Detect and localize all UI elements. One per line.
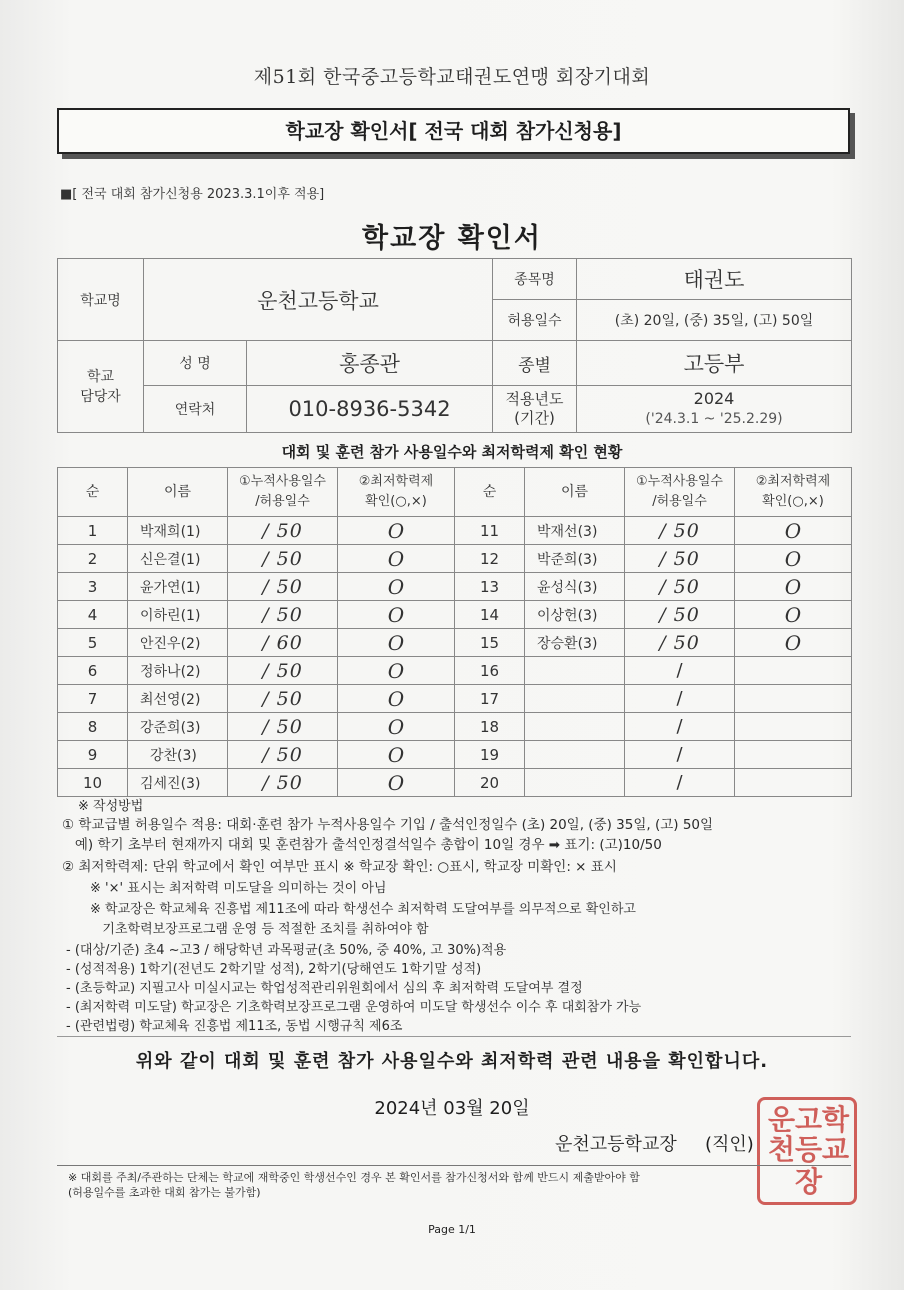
divider — [57, 1036, 851, 1037]
row-check: O — [735, 573, 852, 601]
table-row — [58, 517, 852, 545]
page-number: Page 1/1 — [428, 1223, 476, 1236]
instruction-line: ① 학교급별 허용일수 적용: 대회·훈련 참가 누적사용일수 기입 / 출석인정일수 (초) 20일, (중) 35일, (고) 50일 — [62, 817, 714, 833]
table-row — [58, 629, 852, 657]
row-no: 19 — [455, 741, 525, 769]
year-value: 2024 — [693, 389, 735, 408]
row-name: 정하나(2) — [128, 657, 228, 685]
row-check — [735, 685, 852, 713]
event-value: 태권도 — [577, 259, 852, 300]
row-no: 2 — [58, 545, 128, 573]
row-name: 박재선(3) — [525, 517, 625, 545]
records-table — [57, 467, 852, 797]
contact-label: 연락처 — [144, 386, 247, 433]
table-row — [58, 545, 852, 573]
row-no: 20 — [455, 769, 525, 797]
row-check — [735, 741, 852, 769]
row-no: 15 — [455, 629, 525, 657]
row-no: 18 — [455, 713, 525, 741]
principal-name: 운천고등학교장 — [555, 1134, 677, 1155]
row-days: / 50 — [228, 657, 338, 685]
row-check: O — [338, 769, 455, 797]
row-days: / 60 — [228, 629, 338, 657]
table-row — [58, 573, 852, 601]
row-name — [525, 769, 625, 797]
row-check: O — [338, 741, 455, 769]
seal-char: 운 — [768, 1103, 796, 1136]
row-days: / 50 — [625, 601, 735, 629]
header-days-line1: ①누적사용일수 — [238, 474, 326, 489]
form-banner: 학교장 확인서[ 전국 대회 참가신청용] — [57, 108, 850, 154]
official-seal — [757, 1097, 857, 1205]
row-name: 윤성식(3) — [525, 573, 625, 601]
instruction-line: - (초등학교) 지필고사 미실시교는 학업성적관리위원회에서 심의 후 최저학력 도달여부 결정 — [66, 981, 583, 996]
row-check: O — [338, 685, 455, 713]
table-row — [58, 741, 852, 769]
row-no: 14 — [455, 601, 525, 629]
row-no: 6 — [58, 657, 128, 685]
manager-label: 학교 담당자 — [58, 341, 144, 433]
row-check: O — [338, 657, 455, 685]
row-no: 11 — [455, 517, 525, 545]
header-days-line2: /허용일수 — [255, 494, 310, 509]
year-label-cell — [493, 386, 577, 433]
seal-char: 등 — [795, 1133, 823, 1166]
header-academic-line1: ②최저학력제 — [358, 474, 434, 489]
row-days: / 50 — [228, 685, 338, 713]
row-name: 김세진(3) — [128, 769, 228, 797]
header-academic-line2-2: 확인(○,×) — [762, 494, 824, 509]
row-no: 3 — [58, 573, 128, 601]
row-no: 10 — [58, 769, 128, 797]
school-name: 운천고등학교 — [144, 259, 493, 341]
table-row — [58, 713, 852, 741]
instruction-line: - (성적적용) 1학기(전년도 2학기말 성적), 2학기(당해연도 1학기말 성적) — [66, 962, 482, 977]
year-value-cell — [577, 386, 852, 433]
contact-value: 010-8936-5342 — [247, 386, 493, 433]
row-check: O — [338, 517, 455, 545]
row-name: 신은결(1) — [128, 545, 228, 573]
row-no: 4 — [58, 601, 128, 629]
header-academic — [338, 468, 455, 517]
row-days: / 50 — [228, 573, 338, 601]
row-name — [525, 741, 625, 769]
header-days-line1-2: ①누적사용일수 — [635, 474, 723, 489]
row-no: 1 — [58, 517, 128, 545]
row-days: / 50 — [625, 573, 735, 601]
row-days: / 50 — [625, 629, 735, 657]
row-days: / — [625, 685, 735, 713]
row-days: / — [625, 769, 735, 797]
row-name: 강준희(3) — [128, 713, 228, 741]
row-days: / — [625, 741, 735, 769]
row-name: 이하린(1) — [128, 601, 228, 629]
header-days-2 — [625, 468, 735, 517]
row-check — [735, 769, 852, 797]
seal-placeholder: (직인) — [705, 1134, 754, 1155]
row-days: / 50 — [228, 769, 338, 797]
issue-date: 2024년 03월 20일 — [374, 1098, 530, 1119]
records-title: 대회 및 훈련 참가 사용일수와 최저학력제 확인 현황 — [281, 443, 623, 461]
row-name: 박준희(3) — [525, 545, 625, 573]
row-days: / 50 — [625, 517, 735, 545]
row-name: 안진우(2) — [128, 629, 228, 657]
row-check: O — [735, 601, 852, 629]
row-days: / 50 — [228, 545, 338, 573]
table-row — [58, 601, 852, 629]
row-no: 5 — [58, 629, 128, 657]
footnote-line: ※ 대회를 주최/주관하는 단체는 학교에 재학중인 학생선수인 경우 본 확인서를 참가신청서와 함께 반드시 제출받아야 함 — [68, 1171, 640, 1184]
instruction-line: - (대상/기준) 초4 ~고3 / 해당학년 과목평균(초 50%, 중 40%, 고 30%)적용 — [66, 943, 507, 958]
row-name: 박재희(1) — [128, 517, 228, 545]
row-name — [525, 685, 625, 713]
instruction-line: - (관련법령) 학교체육 진흥법 제11조, 동법 시행규칙 제6조 — [66, 1019, 403, 1034]
instruction-line: 예) 학기 초부터 현재까지 대회 및 훈련참가 출석인정결석일수 총합이 10일 경우 ➡ 표기: (고)10/50 — [62, 837, 662, 853]
form-title: 학교장 확인서 — [362, 223, 542, 254]
row-name: 이상헌(3) — [525, 601, 625, 629]
footnote-divider — [57, 1165, 851, 1166]
row-days: / — [625, 657, 735, 685]
row-check: O — [338, 713, 455, 741]
row-check: O — [735, 545, 852, 573]
table-row — [58, 657, 852, 685]
table-row — [58, 769, 852, 797]
row-no: 12 — [455, 545, 525, 573]
division-label: 종별 — [493, 341, 577, 386]
header-days-line2-2: /허용일수 — [652, 494, 707, 509]
seal-char: 교 — [822, 1133, 850, 1166]
row-no: 17 — [455, 685, 525, 713]
row-check: O — [338, 545, 455, 573]
header-name-2: 이름 — [525, 468, 625, 517]
row-days: / — [625, 713, 735, 741]
row-days: / 50 — [228, 601, 338, 629]
row-name: 강찬(3) — [128, 741, 228, 769]
event-label: 종목명 — [493, 259, 577, 300]
seal-char: 장 — [795, 1165, 823, 1198]
row-check — [735, 657, 852, 685]
row-no: 16 — [455, 657, 525, 685]
allowed-label: 허용일수 — [493, 300, 577, 341]
seal-char: 천 — [768, 1133, 796, 1166]
allowed-value: (초) 20일, (중) 35일, (고) 50일 — [577, 300, 852, 341]
meet-title: 제51회 한국중고등학교태권도연맹 회장기대회 — [253, 66, 651, 88]
row-check: O — [338, 601, 455, 629]
division-value: 고등부 — [577, 341, 852, 386]
header-academic-2 — [735, 468, 852, 517]
year-label: 적용년도 — [505, 390, 564, 408]
instruction-line: ※ 학교장은 학교체육 진흥법 제11조에 따라 학생선수 최저학력 도달여부를 의무적으로 확인하고 — [90, 902, 636, 917]
name-label: 성 명 — [144, 341, 247, 386]
row-days: / 50 — [228, 741, 338, 769]
seal-char: 학 — [822, 1103, 850, 1136]
seal-char: 고 — [795, 1103, 823, 1136]
row-check: O — [735, 629, 852, 657]
instruction-line: ※ '×' 표시는 최저학력 미도달을 의미하는 것이 아님 — [90, 881, 387, 896]
instructions-heading: ※ 작성방법 — [78, 799, 144, 814]
name-value: 홍종관 — [247, 341, 493, 386]
row-no: 8 — [58, 713, 128, 741]
header-name: 이름 — [128, 468, 228, 517]
table-row — [58, 685, 852, 713]
row-no: 9 — [58, 741, 128, 769]
row-check: O — [338, 573, 455, 601]
row-check — [735, 713, 852, 741]
period-label: (기간) — [514, 409, 555, 427]
info-table — [57, 258, 852, 433]
instruction-line: ② 최저학력제: 단위 학교에서 확인 여부만 표시 ※ 학교장 확인: ○표시, 학교장 미확인: × 표시 — [62, 859, 617, 875]
row-days: / 50 — [625, 545, 735, 573]
row-days: / 50 — [228, 517, 338, 545]
header-academic-line2: 확인(○,×) — [365, 494, 427, 509]
footnote — [68, 1170, 640, 1200]
row-name: 최선영(2) — [128, 685, 228, 713]
header-days — [228, 468, 338, 517]
row-check: O — [338, 629, 455, 657]
row-name — [525, 713, 625, 741]
row-name: 윤가연(1) — [128, 573, 228, 601]
row-no: 13 — [455, 573, 525, 601]
period-value: ('24.3.1 ~ '25.2.29) — [645, 411, 783, 427]
confirm-statement: 위와 같이 대회 및 훈련 참가 사용일수와 최저학력 관련 내용을 확인합니다. — [135, 1051, 769, 1072]
header-academic-line1-2: ②최저학력제 — [755, 474, 831, 489]
applied-note: ■[ 전국 대회 참가신청용 2023.3.1이후 적용] — [60, 187, 325, 202]
row-days: / 50 — [228, 713, 338, 741]
header-no: 순 — [58, 468, 128, 517]
row-name: 장승환(3) — [525, 629, 625, 657]
row-check: O — [735, 517, 852, 545]
row-no: 7 — [58, 685, 128, 713]
footnote-line: (허용일수를 초과한 대회 참가는 불가함) — [68, 1186, 261, 1199]
instruction-line: 기초학력보장프로그램 운영 등 적절한 조치를 취하여야 함 — [90, 922, 429, 937]
header-no-2: 순 — [455, 468, 525, 517]
school-label: 학교명 — [58, 259, 144, 341]
instruction-line: - (최저학력 미도달) 학교장은 기초학력보장프로그램 운영하여 미도달 학생선수 이수 후 대회참가 가능 — [66, 1000, 642, 1015]
row-name — [525, 657, 625, 685]
